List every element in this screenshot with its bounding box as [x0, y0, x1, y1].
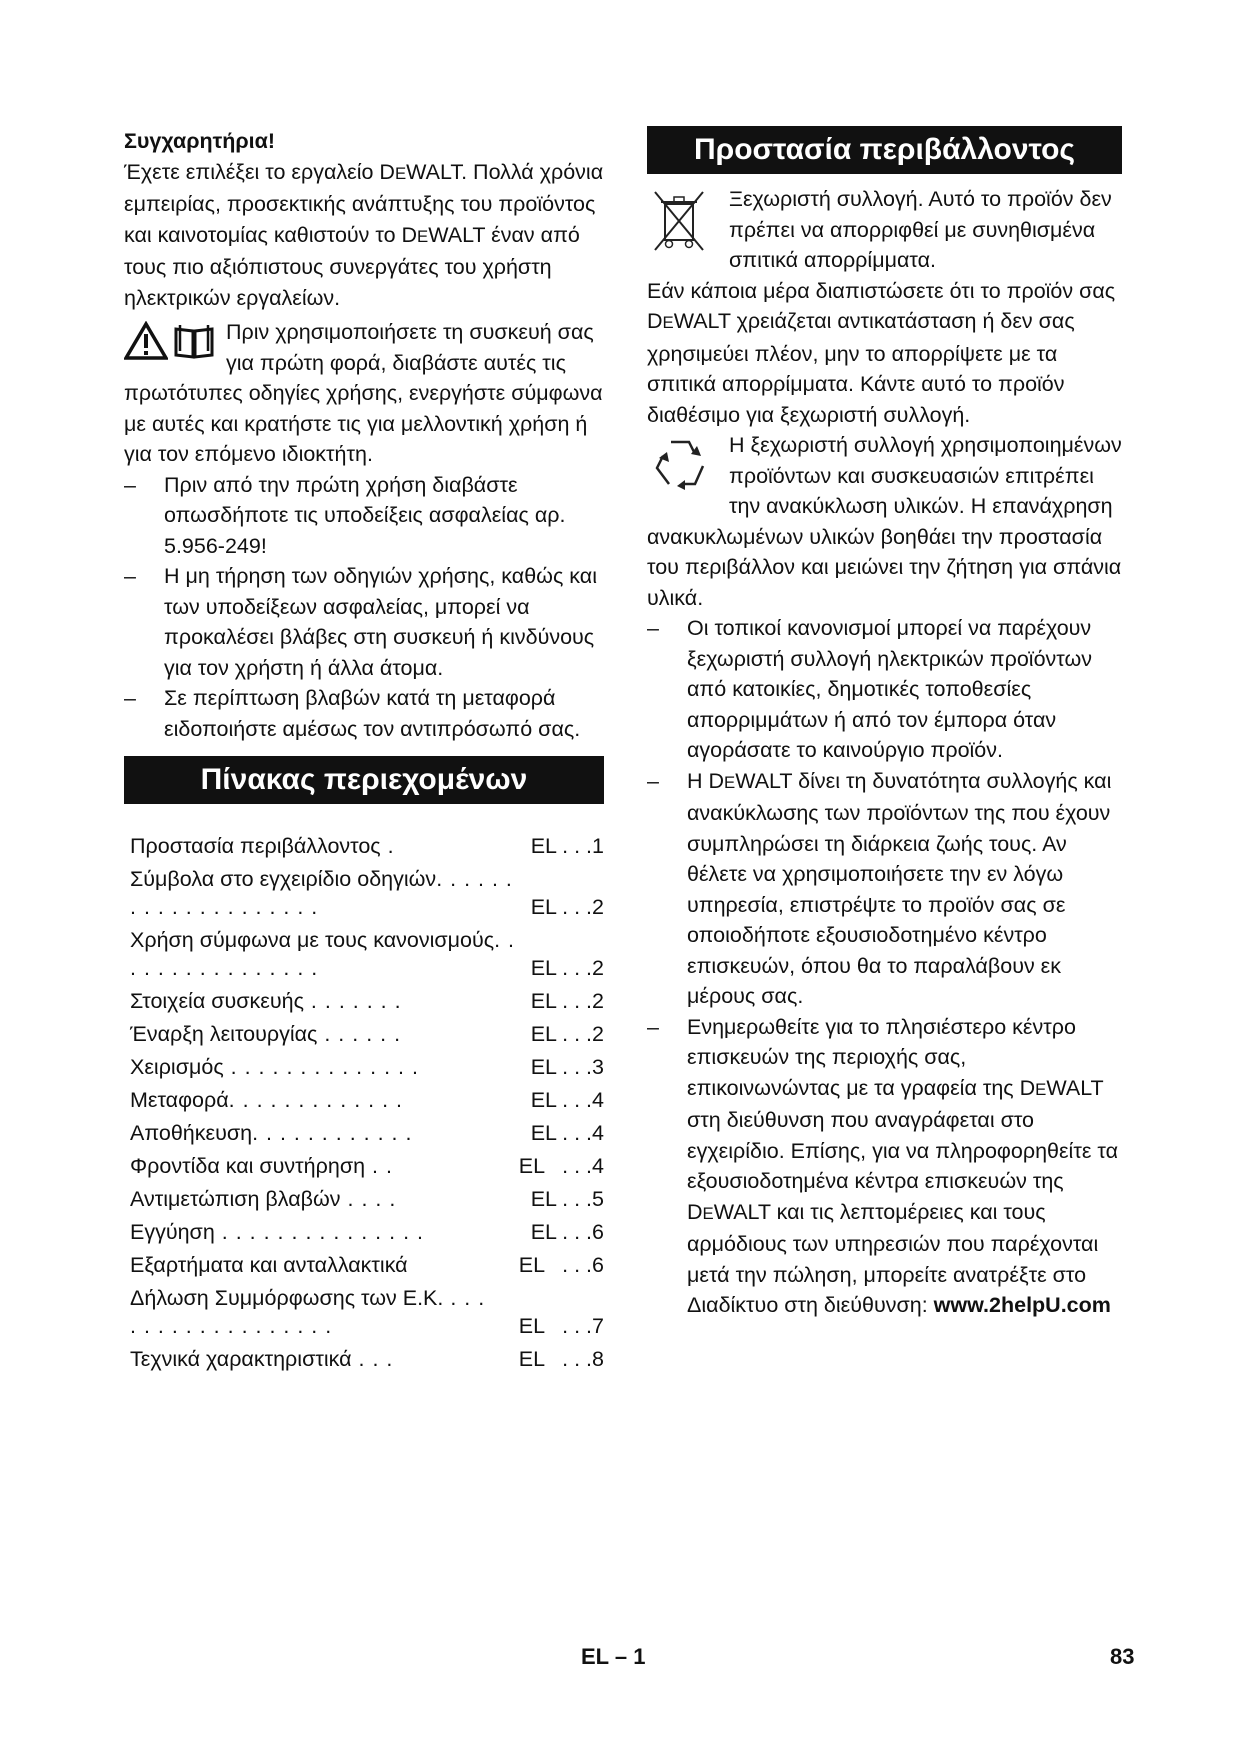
open-book-icon: [172, 321, 216, 370]
list-item: – Η μη τήρηση των οδηγιών χρήσης, καθώς και των υποδείξεων ασφαλείας, μπορεί να προκαλέσει βλάβες στη συσκευή ή κινδύνους για τον χρήστη ή άλλα άτομα.: [124, 564, 597, 680]
toc-entry-title: Στοιχεία συσκευής . . . . . . .: [130, 989, 402, 1013]
toc-entry-title: Έναρξη λειτουργίας . . . . . .: [130, 1022, 402, 1046]
toc-entry-page: EL . . .2: [524, 895, 604, 919]
toc-entry[interactable]: [130, 926, 604, 982]
toc-entry-page: EL . . .3: [524, 1055, 604, 1079]
toc-entry-page: EL . . .1: [524, 834, 604, 858]
toc-entry-title: Αποθήκευση. . . . . . . . . . . .: [130, 1121, 413, 1145]
warning-triangle-icon: [124, 321, 168, 370]
toc-entry[interactable]: [130, 1218, 604, 1246]
recycle-text: Η ξεχωριστή συλλογή χρησιμοποιημένων προϊόντων και συσκευασιών επιτρέπει την ανακύκλωση υλικών. Η επανάχρηση ανακυκλωμένων υλικών βοηθάει την προστασία του περιβάλλον και μειώνει την ζήτηση για σπάνια υλικά.: [647, 433, 1122, 610]
right-column: [647, 126, 1124, 1321]
toc-entry-page: EL . . .8: [488, 1347, 604, 1371]
toc-entry-page: EL . . .7: [488, 1314, 604, 1338]
toc-entry[interactable]: [130, 1119, 604, 1147]
recycle-block: [647, 430, 1124, 613]
toc-entry[interactable]: [130, 1152, 604, 1180]
website-link[interactable]: www.2helpU.com: [933, 1293, 1111, 1317]
toc-entry-title: Εγγύηση . . . . . . . . . . . . . . .: [130, 1220, 424, 1244]
toc-entry-title: Σύμβολα στο εγχειρίδιο οδηγιών. . . . . . . . . . . . . . . . . . . .: [130, 867, 513, 919]
toc-entry-title: Τεχνικά χαρακτηριστικά . . .: [130, 1347, 394, 1371]
toc-entry[interactable]: [130, 1185, 604, 1213]
weee-text: Ξεχωριστή συλλογή. Αυτό το προϊόν δεν πρέπει να απορριφθεί με συνηθισμένα σπιτικά απορρίμματα.: [729, 187, 1112, 272]
left-column: [124, 126, 604, 1378]
list-item: – Οι τοπικοί κανονισμοί μπορεί να παρέχουν ξεχωριστή συλλογή ηλεκτρικών προϊόντων από κατοικίες, δημοτικές τοποθεσίες απορριμμάτων ή από τον έμπορα όταν αγοράσατε το καινούργιο προϊόν.: [647, 616, 1093, 762]
list-item: – Ενημερωθείτε για το πλησιέστερο κέντρο επισκευών της περιοχής σας, επικοινωνώντας με τα γραφεία της DEWALT στη διεύθυνση που αναγράφεται στο εγχειρίδιο. Επίσης, για να πληροφορηθείτε τα εξουσιοδοτημένα κέντρα επισκευών της DEWALT και τις λεπτομέρειες και τους αρμόδιους των υπηρεσιών που παρέχονται μετά την πώληση, μπορείτε ανατρέξτε στο Διαδίκτυο στη διεύθυνση: www.2helpU.com: [647, 1014, 1119, 1317]
toc-entry-page: EL . . .6: [524, 1220, 604, 1244]
list-item: – Σε περίπτωση βλαβών κατά τη μεταφορά ειδοποιήστε αμέσως τον αντιπρόσωπό σας.: [124, 686, 581, 741]
toc-entry[interactable]: [130, 987, 604, 1015]
toc-entry[interactable]: [130, 1053, 604, 1081]
toc-entry-title: Χρήση σύμφωνα με τους κανονισμούς. . . . . . . . . . . . . . . .: [130, 928, 516, 980]
footer-page-number: 83: [1110, 1644, 1135, 1669]
toc-entry-page: EL . . .2: [524, 956, 604, 980]
toc-entry[interactable]: [130, 832, 604, 860]
toc-entry-title: Προστασία περιβάλλοντος .: [130, 834, 395, 858]
toc-entry-title: Αντιμετώπιση βλαβών . . . .: [130, 1187, 397, 1211]
toc-entry-page: EL . . .4: [524, 1121, 604, 1145]
toc-entry-page: EL . . .2: [524, 989, 604, 1013]
footer-page-label: EL – 1: [581, 1644, 646, 1669]
warning-block: [124, 317, 604, 470]
toc-entry[interactable]: [130, 1345, 604, 1373]
table-of-contents: [124, 832, 604, 1373]
toc-entry[interactable]: [130, 865, 604, 921]
toc-entry-page: EL . . .2: [524, 1022, 604, 1046]
toc-entry-page: EL . . .5: [524, 1187, 604, 1211]
toc-entry-title: Εξαρτήματα και ανταλλακτικά: [130, 1253, 408, 1277]
toc-entry-title: Δήλωση Συμμόρφωσης των Ε.Κ. . . . . . . . . . . . . . . . . . .: [130, 1286, 486, 1338]
toc-entry-title: Χειρισμός . . . . . . . . . . . . . .: [130, 1055, 419, 1079]
toc-entry-page: EL . . .4: [524, 1088, 604, 1112]
intro-paragraph: Έχετε επιλέξει το εργαλείο DEWALT. Πολλά χρόνια εμπειρίας, προσεκτικής ανάπτυξης του προϊόντος και καινοτομίας καθιστούν το DEWALT έναν από τους πιο αξιόπιστους συνεργάτες του χρήστη ηλεκτρικών εργαλείων.: [124, 159, 604, 310]
list-item: – Η DEWALT δίνει τη δυνατότητα συλλογής και ανακύκλωσης των προϊόντων της που έχουν συμπληρώσει τη διάρκεια ζωής τους. Αν θέλετε να χρησιμοποιήσετε την εν λόγω υπηρεσία, επιστρέψτε το προϊόν σας σε οποιοδήποτε εξουσιοδοτημένο κέντρο επισκευών, όπου θα το παραλάβουν εκ μέρους σας.: [647, 768, 1112, 1008]
crossed-out-wheelie-bin-icon: [649, 186, 717, 258]
toc-entry[interactable]: [130, 1284, 604, 1340]
weee-block: [647, 184, 1124, 276]
toc-entry[interactable]: [130, 1020, 604, 1048]
toc-entry[interactable]: [130, 1251, 604, 1279]
toc-entry-page: EL . . .6: [500, 1253, 604, 1277]
toc-heading: Πίνακας περιεχομένων: [124, 756, 604, 804]
toc-entry-title: Μεταφορά. . . . . . . . . . . . .: [130, 1088, 404, 1112]
toc-entry-title: Φροντίδα και συντήρηση . .: [130, 1154, 393, 1178]
warning-text: Πριν χρησιμοποιήσετε τη συσκευή σας για πρώτη φορά, διαβάστε αυτές τις πρωτότυπες οδηγίες χρήσης, ενεργήστε σύμφωνα με αυτές και κρατήστε τις για μελλοντική χρήση ή για τον επόμενο ιδιοκτήτη.: [124, 320, 603, 466]
toc-entry-page: EL . . .4: [488, 1154, 604, 1178]
toc-entry[interactable]: [130, 1086, 604, 1114]
disposal-paragraph: Εάν κάποια μέρα διαπιστώσετε ότι το προϊόν σας DEWALT χρειάζεται αντικατάσταση ή δεν σας χρησιμεύει πλέον, μην το απορρίψετε με τα σπιτικά απορρίμματα. Κάντε αυτό το προϊόν διαθέσιμο για ξεχωριστή συλλογή.: [647, 278, 1116, 427]
recycling-arrows-icon: [649, 434, 717, 498]
congrats-title: Συγχαρητήρια!: [124, 129, 276, 153]
list-item: – Πριν από την πρώτη χρήση διαβάστε οπωσδήποτε τις υποδείξεις ασφαλείας αρ. 5.956-249!: [124, 472, 566, 558]
environment-heading: Προστασία περιβάλλοντος: [647, 126, 1122, 174]
